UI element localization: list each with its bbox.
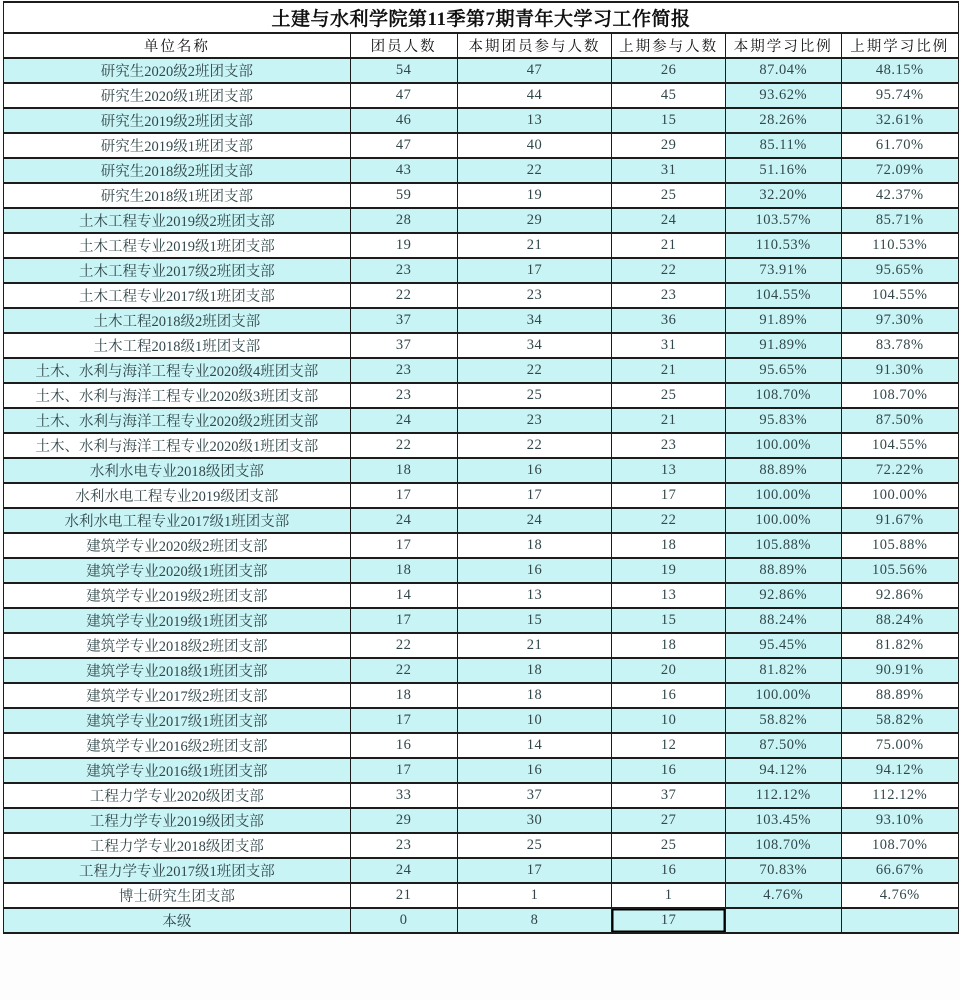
cell-previous-ratio: 104.55% [841, 433, 958, 458]
cell-current-participants: 19 [457, 183, 612, 208]
cell-previous-ratio: 105.88% [841, 533, 958, 558]
cell-member-count: 17 [350, 608, 457, 633]
cell-unit-name: 土木工程专业2017级1班团支部 [4, 283, 351, 308]
cell-current-ratio: 51.16% [725, 158, 841, 183]
cell-member-count: 43 [350, 158, 457, 183]
cell-current-ratio: 105.88% [725, 533, 841, 558]
cell-current-ratio: 70.83% [725, 858, 841, 883]
cell-current-participants: 13 [457, 108, 612, 133]
cell-current-participants: 14 [457, 733, 612, 758]
cell-previous-ratio: 88.24% [841, 608, 958, 633]
table-row [4, 858, 959, 883]
cell-previous-ratio: 110.53% [841, 233, 958, 258]
column-header-previous-ratio: 上期学习比例 [841, 33, 958, 58]
cell-previous-ratio: 94.12% [841, 758, 958, 783]
cell-previous-ratio: 108.70% [841, 383, 958, 408]
cell-previous-ratio: 61.70% [841, 133, 958, 158]
cell-unit-name: 土木工程2018级2班团支部 [4, 308, 351, 333]
cell-unit-name: 本级 [4, 908, 351, 933]
cell-previous-ratio: 93.10% [841, 808, 958, 833]
cell-previous-ratio [841, 908, 958, 933]
cell-current-participants: 16 [457, 558, 612, 583]
cell-previous-participants: 1 [612, 883, 726, 908]
table-row [4, 83, 959, 108]
cell-unit-name: 工程力学专业2018级团支部 [4, 833, 351, 858]
cell-previous-ratio: 58.82% [841, 708, 958, 733]
cell-member-count: 54 [350, 58, 457, 83]
cell-previous-ratio: 97.30% [841, 308, 958, 333]
cell-previous-ratio: 75.00% [841, 733, 958, 758]
cell-current-ratio: 108.70% [725, 383, 841, 408]
table-row [4, 308, 959, 333]
cell-unit-name: 土木、水利与海洋工程专业2020级2班团支部 [4, 408, 351, 433]
cell-unit-name: 土木工程专业2017级2班团支部 [4, 258, 351, 283]
cell-member-count: 17 [350, 758, 457, 783]
cell-previous-participants: 18 [612, 633, 726, 658]
cell-current-participants: 10 [457, 708, 612, 733]
cell-previous-participants: 17 [612, 483, 726, 508]
cell-current-ratio: 87.04% [725, 58, 841, 83]
cell-member-count: 22 [350, 283, 457, 308]
cell-current-ratio: 93.62% [725, 83, 841, 108]
cell-current-participants: 47 [457, 58, 612, 83]
cell-current-participants: 30 [457, 808, 612, 833]
cell-current-participants: 18 [457, 533, 612, 558]
table-row [4, 133, 959, 158]
cell-previous-participants: 37 [612, 783, 726, 808]
cell-previous-ratio: 32.61% [841, 108, 958, 133]
cell-unit-name: 土木工程专业2019级1班团支部 [4, 233, 351, 258]
cell-current-ratio: 32.20% [725, 183, 841, 208]
table-row [4, 208, 959, 233]
cell-current-participants: 16 [457, 758, 612, 783]
cell-member-count: 23 [350, 358, 457, 383]
cell-current-participants: 22 [457, 433, 612, 458]
report-sheet [3, 1, 959, 934]
cell-member-count: 22 [350, 633, 457, 658]
cell-member-count: 17 [350, 483, 457, 508]
cell-member-count: 37 [350, 333, 457, 358]
table-row [4, 158, 959, 183]
cell-previous-participants: 31 [612, 333, 726, 358]
cell-previous-participants: 25 [612, 833, 726, 858]
cell-current-ratio: 100.00% [725, 683, 841, 708]
cell-current-ratio: 103.57% [725, 208, 841, 233]
cell-unit-name: 研究生2018级2班团支部 [4, 158, 351, 183]
cell-previous-participants: 24 [612, 208, 726, 233]
cell-current-ratio: 100.00% [725, 433, 841, 458]
table-row [4, 483, 959, 508]
table-row [4, 658, 959, 683]
cell-current-ratio: 87.50% [725, 733, 841, 758]
cell-member-count: 37 [350, 308, 457, 333]
cell-current-participants: 24 [457, 508, 612, 533]
cell-member-count: 33 [350, 783, 457, 808]
cell-unit-name: 建筑学专业2017级2班团支部 [4, 683, 351, 708]
cell-previous-participants: 36 [612, 308, 726, 333]
cell-current-participants: 18 [457, 658, 612, 683]
table-body [4, 58, 959, 933]
table-row [4, 783, 959, 808]
cell-current-participants: 25 [457, 383, 612, 408]
cell-unit-name: 土木、水利与海洋工程专业2020级1班团支部 [4, 433, 351, 458]
cell-previous-ratio: 100.00% [841, 483, 958, 508]
cell-member-count: 19 [350, 233, 457, 258]
cell-current-participants: 21 [457, 233, 612, 258]
cell-previous-ratio: 95.74% [841, 83, 958, 108]
cell-current-participants: 25 [457, 833, 612, 858]
table-row [4, 833, 959, 858]
cell-previous-ratio: 91.30% [841, 358, 958, 383]
table-row [4, 258, 959, 283]
cell-current-ratio: 91.89% [725, 308, 841, 333]
cell-member-count: 24 [350, 508, 457, 533]
cell-previous-ratio: 105.56% [841, 558, 958, 583]
cell-member-count: 46 [350, 108, 457, 133]
cell-previous-participants: 20 [612, 658, 726, 683]
cell-previous-ratio: 72.09% [841, 158, 958, 183]
cell-previous-participants: 25 [612, 383, 726, 408]
cell-current-participants: 13 [457, 583, 612, 608]
cell-member-count: 17 [350, 708, 457, 733]
cell-current-ratio: 94.12% [725, 758, 841, 783]
table-row [4, 358, 959, 383]
cell-unit-name: 建筑学专业2020级2班团支部 [4, 533, 351, 558]
table-row [4, 683, 959, 708]
table-row [4, 108, 959, 133]
cell-member-count: 14 [350, 583, 457, 608]
cell-previous-participants: 13 [612, 458, 726, 483]
cell-previous-participants: 23 [612, 433, 726, 458]
table-row [4, 583, 959, 608]
cell-current-participants: 15 [457, 608, 612, 633]
table-row [4, 633, 959, 658]
cell-current-ratio: 91.89% [725, 333, 841, 358]
cell-previous-ratio: 4.76% [841, 883, 958, 908]
cell-member-count: 18 [350, 558, 457, 583]
cell-previous-participants: 18 [612, 533, 726, 558]
table-row [4, 383, 959, 408]
cell-previous-ratio: 90.91% [841, 658, 958, 683]
cell-previous-participants: 10 [612, 708, 726, 733]
cell-current-participants: 1 [457, 883, 612, 908]
table-row [4, 558, 959, 583]
cell-previous-ratio: 112.12% [841, 783, 958, 808]
cell-current-participants: 40 [457, 133, 612, 158]
cell-unit-name: 建筑学专业2019级1班团支部 [4, 608, 351, 633]
cell-current-participants: 34 [457, 308, 612, 333]
table-row [4, 808, 959, 833]
cell-member-count: 59 [350, 183, 457, 208]
cell-member-count: 47 [350, 83, 457, 108]
title-row [4, 2, 959, 33]
cell-previous-participants: 21 [612, 233, 726, 258]
cell-member-count: 22 [350, 433, 457, 458]
cell-current-ratio: 92.86% [725, 583, 841, 608]
table-row [4, 408, 959, 433]
cell-unit-name: 博士研究生团支部 [4, 883, 351, 908]
cell-member-count: 0 [350, 908, 457, 933]
cell-member-count: 22 [350, 658, 457, 683]
cell-previous-participants: 17 [612, 908, 726, 933]
cell-previous-participants: 16 [612, 858, 726, 883]
table-row [4, 733, 959, 758]
report-table [3, 1, 959, 934]
cell-previous-participants: 31 [612, 158, 726, 183]
cell-previous-participants: 23 [612, 283, 726, 308]
cell-unit-name: 土木工程专业2019级2班团支部 [4, 208, 351, 233]
cell-current-participants: 17 [457, 258, 612, 283]
cell-current-ratio: 104.55% [725, 283, 841, 308]
cell-unit-name: 建筑学专业2020级1班团支部 [4, 558, 351, 583]
cell-member-count: 23 [350, 833, 457, 858]
cell-previous-participants: 16 [612, 683, 726, 708]
cell-previous-ratio: 66.67% [841, 858, 958, 883]
table-row [4, 883, 959, 908]
cell-unit-name: 建筑学专业2016级2班团支部 [4, 733, 351, 758]
cell-previous-participants: 12 [612, 733, 726, 758]
cell-current-ratio: 81.82% [725, 658, 841, 683]
cell-previous-participants: 45 [612, 83, 726, 108]
cell-member-count: 17 [350, 533, 457, 558]
cell-previous-participants: 22 [612, 508, 726, 533]
cell-current-participants: 18 [457, 683, 612, 708]
cell-current-ratio: 73.91% [725, 258, 841, 283]
table-row [4, 233, 959, 258]
cell-previous-participants: 27 [612, 808, 726, 833]
cell-unit-name: 水利水电工程专业2017级1班团支部 [4, 508, 351, 533]
cell-previous-participants: 22 [612, 258, 726, 283]
cell-unit-name: 建筑学专业2019级2班团支部 [4, 583, 351, 608]
cell-unit-name: 建筑学专业2017级1班团支部 [4, 708, 351, 733]
cell-previous-participants: 26 [612, 58, 726, 83]
column-header-current-participants: 本期团员参与人数 [457, 33, 612, 58]
cell-unit-name: 工程力学专业2020级团支部 [4, 783, 351, 808]
cell-unit-name: 土木工程2018级1班团支部 [4, 333, 351, 358]
cell-previous-ratio: 83.78% [841, 333, 958, 358]
table-row [4, 458, 959, 483]
cell-unit-name: 建筑学专业2018级1班团支部 [4, 658, 351, 683]
cell-unit-name: 工程力学专业2019级团支部 [4, 808, 351, 833]
cell-current-participants: 37 [457, 783, 612, 808]
table-row [4, 283, 959, 308]
cell-current-participants: 34 [457, 333, 612, 358]
cell-previous-participants: 15 [612, 608, 726, 633]
table-row [4, 758, 959, 783]
cell-unit-name: 研究生2020级2班团支部 [4, 58, 351, 83]
header-row [4, 33, 959, 58]
cell-member-count: 23 [350, 383, 457, 408]
cell-member-count: 16 [350, 733, 457, 758]
cell-current-ratio: 103.45% [725, 808, 841, 833]
cell-current-ratio: 88.89% [725, 458, 841, 483]
cell-member-count: 47 [350, 133, 457, 158]
cell-previous-ratio: 85.71% [841, 208, 958, 233]
cell-previous-ratio: 87.50% [841, 408, 958, 433]
cell-member-count: 28 [350, 208, 457, 233]
cell-unit-name: 水利水电专业2018级团支部 [4, 458, 351, 483]
cell-current-participants: 17 [457, 858, 612, 883]
cell-previous-participants: 29 [612, 133, 726, 158]
cell-unit-name: 研究生2019级2班团支部 [4, 108, 351, 133]
column-header-current-ratio: 本期学习比例 [725, 33, 841, 58]
table-row [4, 333, 959, 358]
cell-current-participants: 16 [457, 458, 612, 483]
cell-current-participants: 21 [457, 633, 612, 658]
cell-member-count: 23 [350, 258, 457, 283]
table-row [4, 58, 959, 83]
cell-current-ratio: 100.00% [725, 483, 841, 508]
cell-current-ratio: 88.89% [725, 558, 841, 583]
table-row [4, 433, 959, 458]
cell-previous-ratio: 88.89% [841, 683, 958, 708]
cell-current-participants: 29 [457, 208, 612, 233]
cell-previous-participants: 15 [612, 108, 726, 133]
cell-previous-participants: 21 [612, 408, 726, 433]
table-row [4, 183, 959, 208]
cell-previous-participants: 25 [612, 183, 726, 208]
cell-member-count: 24 [350, 408, 457, 433]
table-row [4, 608, 959, 633]
cell-unit-name: 建筑学专业2016级1班团支部 [4, 758, 351, 783]
cell-member-count: 21 [350, 883, 457, 908]
cell-current-ratio: 112.12% [725, 783, 841, 808]
table-row [4, 508, 959, 533]
cell-previous-ratio: 92.86% [841, 583, 958, 608]
cell-current-participants: 22 [457, 358, 612, 383]
column-header-previous-participants: 上期参与人数 [612, 33, 726, 58]
cell-member-count: 18 [350, 458, 457, 483]
cell-previous-participants: 13 [612, 583, 726, 608]
cell-previous-participants: 21 [612, 358, 726, 383]
column-header-unit-name: 单位名称 [4, 33, 351, 58]
cell-previous-ratio: 91.67% [841, 508, 958, 533]
cell-unit-name: 土木、水利与海洋工程专业2020级3班团支部 [4, 383, 351, 408]
cell-current-participants: 17 [457, 483, 612, 508]
cell-previous-ratio: 104.55% [841, 283, 958, 308]
cell-unit-name: 水利水电工程专业2019级团支部 [4, 483, 351, 508]
cell-current-participants: 8 [457, 908, 612, 933]
cell-current-ratio: 95.45% [725, 633, 841, 658]
cell-current-participants: 44 [457, 83, 612, 108]
cell-current-ratio: 58.82% [725, 708, 841, 733]
cell-current-ratio: 100.00% [725, 508, 841, 533]
column-header-member-count: 团员人数 [350, 33, 457, 58]
cell-unit-name: 工程力学专业2017级1班团支部 [4, 858, 351, 883]
table-row [4, 708, 959, 733]
cell-previous-ratio: 42.37% [841, 183, 958, 208]
cell-previous-ratio: 108.70% [841, 833, 958, 858]
cell-previous-participants: 16 [612, 758, 726, 783]
cell-previous-participants: 19 [612, 558, 726, 583]
cell-unit-name: 建筑学专业2018级2班团支部 [4, 633, 351, 658]
cell-current-ratio: 95.83% [725, 408, 841, 433]
cell-current-ratio: 28.26% [725, 108, 841, 133]
cell-current-ratio: 85.11% [725, 133, 841, 158]
cell-unit-name: 研究生2019级1班团支部 [4, 133, 351, 158]
cell-current-participants: 22 [457, 158, 612, 183]
cell-current-participants: 23 [457, 283, 612, 308]
cell-current-ratio: 4.76% [725, 883, 841, 908]
cell-previous-ratio: 72.22% [841, 458, 958, 483]
cell-current-participants: 23 [457, 408, 612, 433]
cell-current-ratio: 88.24% [725, 608, 841, 633]
cell-member-count: 24 [350, 858, 457, 883]
cell-previous-ratio: 48.15% [841, 58, 958, 83]
cell-current-ratio [725, 908, 841, 933]
cell-current-ratio: 95.65% [725, 358, 841, 383]
cell-member-count: 18 [350, 683, 457, 708]
cell-member-count: 29 [350, 808, 457, 833]
report-title: 土建与水利学院第11季第7期青年大学习工作简报 [4, 2, 959, 33]
cell-current-ratio: 110.53% [725, 233, 841, 258]
cell-unit-name: 研究生2020级1班团支部 [4, 83, 351, 108]
cell-unit-name: 研究生2018级1班团支部 [4, 183, 351, 208]
cell-current-ratio: 108.70% [725, 833, 841, 858]
cell-previous-ratio: 81.82% [841, 633, 958, 658]
cell-unit-name: 土木、水利与海洋工程专业2020级4班团支部 [4, 358, 351, 383]
table-row [4, 908, 959, 933]
cell-previous-ratio: 95.65% [841, 258, 958, 283]
table-row [4, 533, 959, 558]
